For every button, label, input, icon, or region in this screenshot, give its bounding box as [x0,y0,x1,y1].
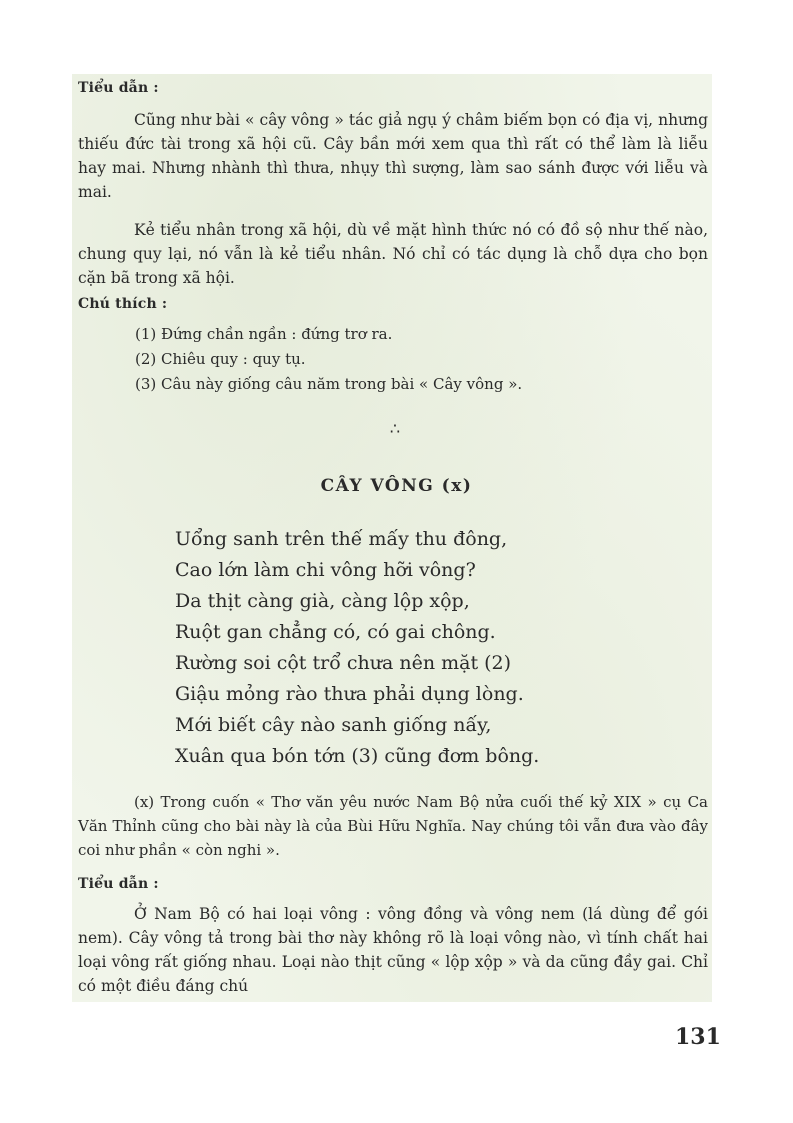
page-number: 131 [675,1024,721,1050]
intro-2-text [78,902,708,998]
notes-list [135,322,522,397]
poem-title: CÂY VÔNG (x) [320,476,473,496]
section-heading-intro-2: Tiểu dẫn : [78,876,159,892]
poem-line-5: Rường soi cột trổ chưa nên mặt (2) [175,652,512,674]
poem-line-2: Cao lớn làm chi vông hỡi vông? [175,559,476,581]
poem-line-6: Giậu mỏng rào thưa phải dụng lòng. [175,683,524,705]
intro-paragraph-2: Kẻ tiểu nhân trong xã hội, dù về mặt hình thức nó có đồ sộ như thế nào, chung quy lại, nó vẫn là kẻ tiểu nhân. Nó chỉ có tác dụng là chỗ dựa cho bọn cặn bã trong xã hội. [78,221,708,287]
poem-line-4: Ruột gan chẳng có, có gai chông. [175,621,496,643]
intro-paragraph-1: Cũng như bài « cây vông » tác giả ngụ ý châm biếm bọn có địa vị, nhưng thiếu đức tài trong xã hội cũ. Cây bần mới xem qua thì rất có thể làm là liễu hay mai. Nhưng nhành thì thưa, nhụy thì sượng, làm sao sánh được với liễu và mai. [78,111,708,201]
poem-line-3: Da thịt càng già, càng lộp xộp, [175,590,470,612]
poem-footnote [78,790,708,862]
section-separator: ∴ [389,419,401,438]
section-heading-intro: Tiểu dẫn : [78,80,159,96]
poem-line-8: Xuân qua bón tớn (3) cũng đơm bông. [175,745,540,767]
footnote-text: (x) Trong cuốn « Thơ văn yêu nước Nam Bộ nửa cuối thế kỷ XIX » cụ Ca Văn Thỉnh cũng cho bài này là của Bùi Hữu Nghĩa. Nay chúng tôi vẫn đưa vào đây coi như phần « còn nghi ». [78,793,708,859]
note-item-1: (1) Đứng chần ngần : đứng trơ ra. [135,325,393,343]
note-item-3: (3) Câu này giống câu năm trong bài « Cây vông ». [135,375,523,393]
note-item-2: (2) Chiêu quy : quy tụ. [135,350,306,368]
poem-line-7: Mới biết cây nào sanh giống nấy, [175,714,492,736]
intro-2-paragraph: Ở Nam Bộ có hai loại vông : vông đồng và vông nem (lá dùng để gói nem). Cây vông tả trong bài thơ này không rõ là loại vông nào, vì tính chất hai loại vông rất giống nhau. Loại nào thịt cũng « lộp xộp » và da cũng đầy gai. Chỉ có một điều đáng chú [78,905,708,995]
notes-heading: Chú thích : [78,296,168,312]
intro-text [78,108,708,290]
poem-body [175,524,539,772]
poem-line-1: Uổng sanh trên thế mấy thu đông, [175,528,508,550]
